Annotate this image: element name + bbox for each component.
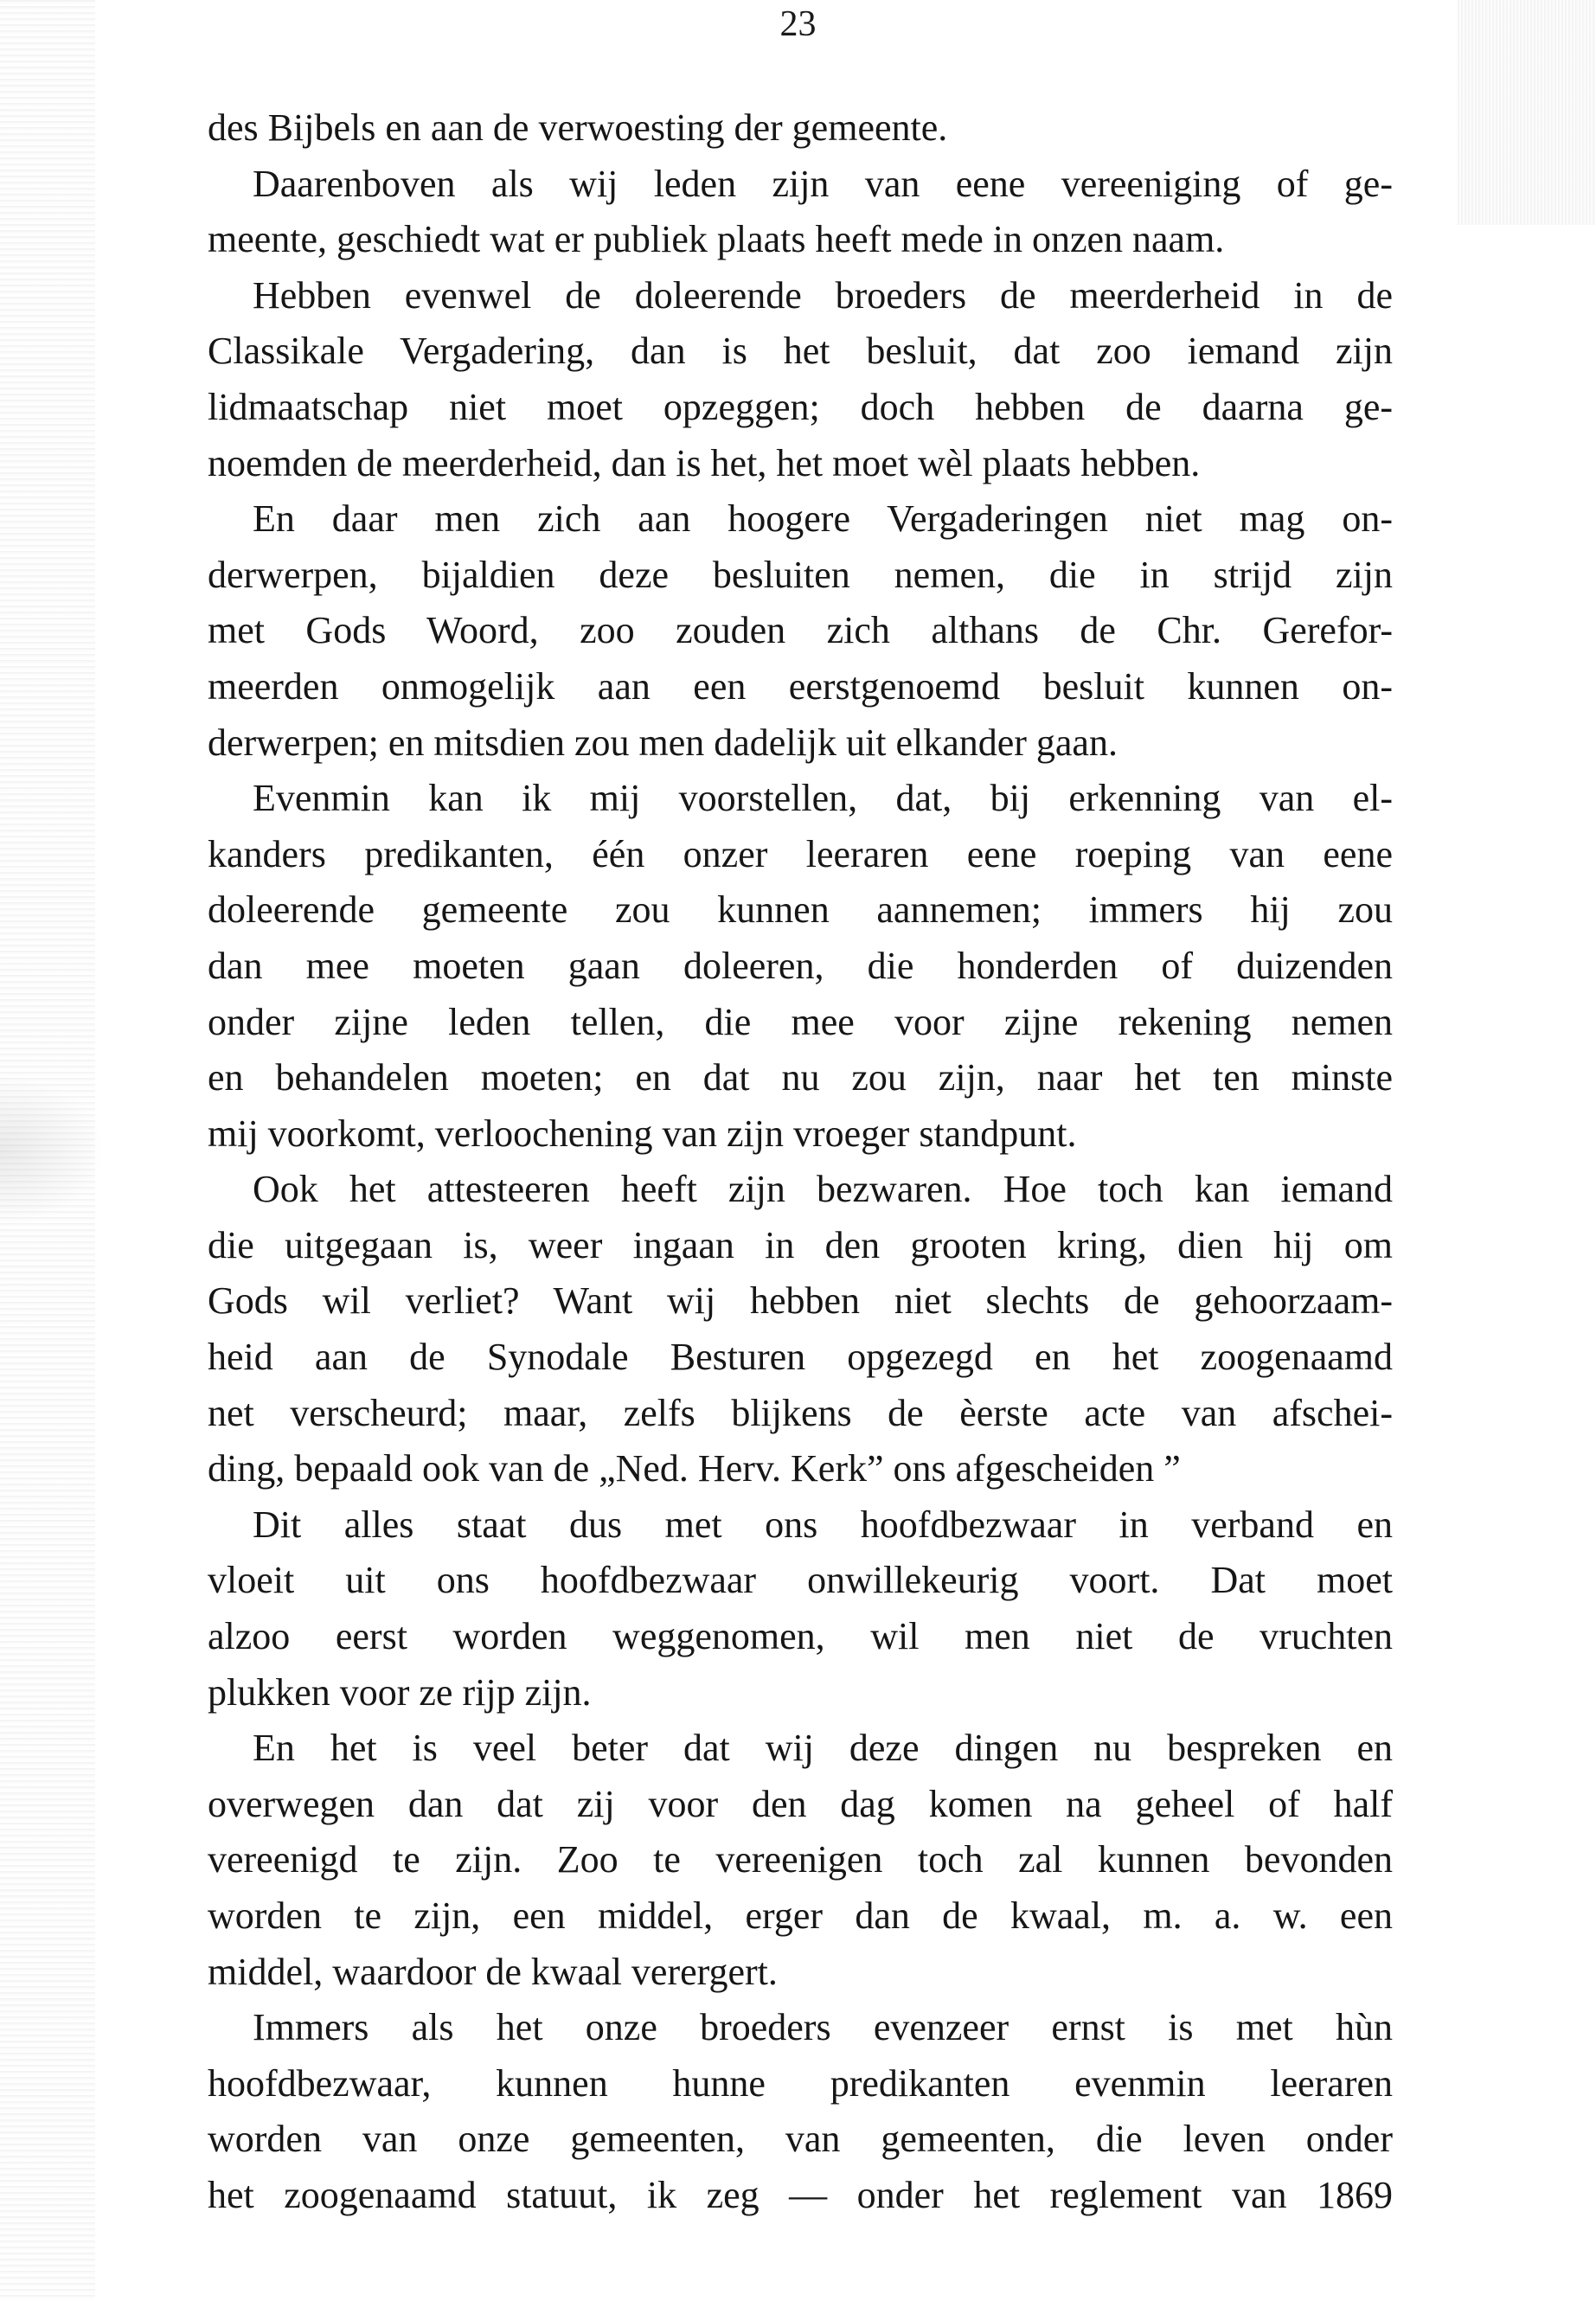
text-line: vloeit uit ons hoofdbezwaar onwillekeurig voort. Dat moet <box>208 1559 1393 1602</box>
text-line: derwerpen; en mitsdien zou men dadelijk uit elkander gaan. <box>208 721 1118 764</box>
text-line: en behandelen moeten; en dat nu zou zijn, naar het ten minste <box>208 1056 1393 1099</box>
text-line: Daarenboven als wij leden zijn van eene vereeniging of ge- <box>253 162 1393 205</box>
text-line: onder zijne leden tellen, die mee voor zijne rekening nemen <box>208 1000 1393 1043</box>
text-line: meente, geschiedt wat er publiek plaats heeft mede in onzen naam. <box>208 218 1225 261</box>
text-line: noemden de meerderheid, dan is het, het moet wèl plaats hebben. <box>208 441 1201 484</box>
text-line: kanders predikanten, één onzer leeraren eene roeping van eene <box>208 832 1393 875</box>
text-line: lidmaatschap niet moet opzeggen; doch hebben de daarna ge- <box>208 385 1393 428</box>
text-line: overwegen dan dat zij voor den dag komen na geheel of half <box>208 1782 1393 1825</box>
text-line: net verscheurd; maar, zelfs blijkens de èerste acte van afschei- <box>208 1391 1393 1434</box>
text-line: Immers als het onze broeders evenzeer ernst is met hùn <box>253 2006 1393 2049</box>
text-line: mij voorkomt, verloochening van zijn vroeger standpunt. <box>208 1112 1077 1155</box>
text-line: het zoogenaamd statuut, ik zeg — onder het reglement van 1869 <box>208 2173 1393 2216</box>
text-line: Hebben evenwel de doleerende broeders de meerderheid in de <box>253 273 1393 317</box>
text-line: die uitgegaan is, weer ingaan in den grooten kring, dien hij om <box>208 1223 1393 1266</box>
text-line: alzoo eerst worden weggenomen, wil men niet de vruchten <box>208 1615 1393 1658</box>
text-line: dan mee moeten gaan doleeren, die honderden of duizenden <box>208 944 1393 987</box>
text-line: Classikale Vergadering, dan is het besluit, dat zoo iemand zijn <box>208 330 1393 373</box>
page-number: 23 <box>779 4 817 44</box>
text-line: doleerende gemeente zou kunnen aannemen; immers hij zou <box>208 888 1393 932</box>
scan-shadow-left <box>0 0 95 2301</box>
text-line: hoofdbezwaar, kunnen hunne predikanten evenmin leeraren <box>208 2061 1393 2105</box>
text-line: En het is veel beter dat wij deze dingen nu bespreken en <box>253 1727 1393 1770</box>
text-line: met Gods Woord, zoo zouden zich althans de Chr. Gerefor- <box>208 609 1393 652</box>
text-line: des Bijbels en aan de verwoesting der gemeente. <box>208 106 948 149</box>
text-line: En daar men zich aan hoogere Vergaderingen niet mag on- <box>253 497 1393 541</box>
text-line: middel, waardoor de kwaal verergert. <box>208 1950 778 1993</box>
text-line: derwerpen, bijaldien deze besluiten nemen, die in strijd zijn <box>208 553 1393 596</box>
text-line: vereenigd te zijn. Zoo te vereenigen toch zal kunnen bevonden <box>208 1838 1393 1881</box>
text-line: worden te zijn, een middel, erger dan de kwaal, m. a. w. een <box>208 1894 1393 1937</box>
body-text <box>208 100 1393 2224</box>
text-line: Gods wil verliet? Want wij hebben niet slechts de gehoorzaam- <box>208 1279 1393 1323</box>
text-line: ding, bepaald ook van de „Ned. Herv. Kerk” ons afgescheiden ” <box>208 1447 1181 1490</box>
text-line: meerden onmogelijk aan een eerstgenoemd besluit kunnen on- <box>208 664 1393 708</box>
text-line: plukken voor ze rijp zijn. <box>208 1670 592 1714</box>
text-line: Ook het attesteeren heeft zijn bezwaren. Hoe toch kan iemand <box>253 1168 1393 1211</box>
text-line: heid aan de Synodale Besturen opgezegd en het zoogenaamd <box>208 1336 1393 1379</box>
text-line: Evenmin kan ik mij voorstellen, dat, bij erkenning van el- <box>253 777 1393 820</box>
text-line: worden van onze gemeenten, van gemeenten, die leven onder <box>208 2118 1393 2161</box>
text-line: Dit alles staat dus met ons hoofdbezwaar in verband en <box>253 1503 1393 1546</box>
